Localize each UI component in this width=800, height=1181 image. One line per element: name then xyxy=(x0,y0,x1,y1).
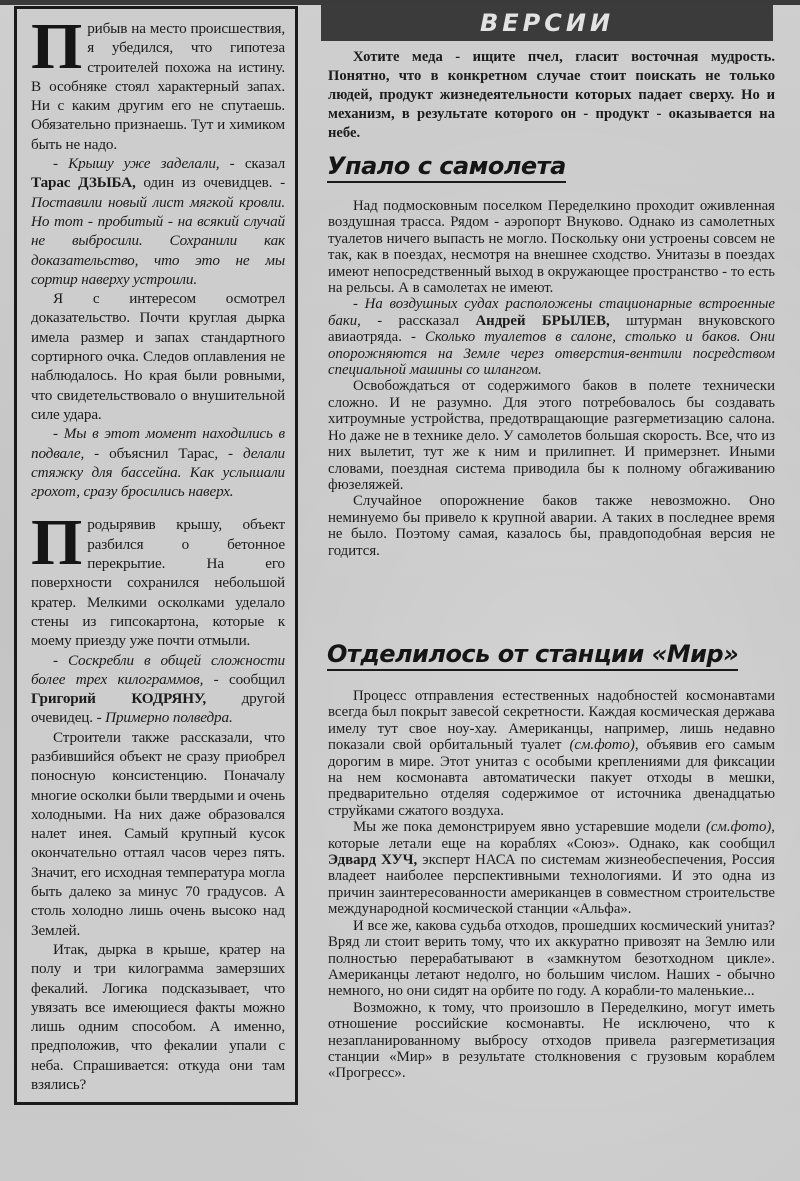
paragraph xyxy=(31,506,285,650)
quote-paragraph xyxy=(328,296,775,378)
paragraph xyxy=(328,688,775,819)
quote-attribution: один из очевидцев. - xyxy=(135,174,285,192)
speaker-name: Тарас ДЗЫБА, xyxy=(31,174,136,192)
paragraph: Освобождаться от содержимого баков в полете технически сложно. И не разумно. Для этого потребовалось бы создавать хитроумные устройства, предотвращающие разгерметизацию салона. Но даже не в технике дело. У самолетов большая скорость. Все, что из них вылетит, тут же к ним и прилипнет. И примерзнет. Иными словами, поездная система приводила бы к полному обгаживанию фюзеляжей. xyxy=(328,378,775,493)
quote-italic: Поставили новый лист мягкой кровли. Но тот - пробитый - на всякий случай не выбросили. Сохранили как доказательство, что это не мы сортир наверху устроили. xyxy=(31,193,285,288)
quote-attribution: - сообщил xyxy=(203,670,285,688)
lead-text: Хотите меда - ищите пчел, гласит восточная мудрость. Понятно, что в конкретном случае стоит поискать не только людей, продукт жизнедеятельности которых падает сверху. Но и механизм, в результате которого он - продукт - оказывается на небе. xyxy=(328,49,775,141)
speaker-name: Эдвард ХУЧ, xyxy=(328,852,418,869)
paragraph: Случайное опорожнение баков также невозможно. Оно неминуемо бы привело к крупной аварии. А таких в последнее время не было. Поэтому самая, казалось бы, правдоподобная версия не годится. xyxy=(328,493,775,559)
paragraph: Я с интересом осмотрел доказательство. Почти круглая дырка имела размер и запах стандартного сортирного очка. Следов оплавления не наблюдалось. Но края были ровными, что свидетельствовало о внушительной силе удара. xyxy=(31,290,285,423)
dropcap: П xyxy=(31,506,83,580)
section-plane-body xyxy=(328,198,775,559)
section-mir-body xyxy=(328,688,775,1082)
quote-attribution: - рассказал xyxy=(360,312,476,329)
paragraph-text: рибыв на место происшествия, я убедился, что гипотеза строителей похожа на истину. В особняке стоял характерный запах. Ни с каким другим его не спутаешь. Обязательно признаешь. Тут и химиком быть не надо. xyxy=(31,20,285,153)
paragraph xyxy=(328,819,775,917)
right-column xyxy=(321,0,789,1181)
quote-italic: - Крышу уже заделали, xyxy=(53,155,220,173)
quote-italic: Примерно полведра. xyxy=(105,709,233,727)
paragraph: И все же, какова судьба отходов, прошедших космический унитаз? Вряд ли стоит верить тому, что их аккуратно привозят на Землю или полностью перерабатывают в «замкнутом безотходном цикле». Американцы летают недолго, но большим числом. Наших - обычно немного, но они сидят на орбите по году. А корабли-то маленькие... xyxy=(328,917,775,1000)
speaker-name: Григорий КОДРЯНУ, xyxy=(31,690,207,708)
quote-paragraph xyxy=(31,154,285,289)
paragraph-text: эксперт НАСА по системам жизнеобеспечения, Россия владеет наиболее перспективными технологиями. И это одна из причин заинтересованности американцев в совместном строительстве международной космической станции «Альфа». xyxy=(328,852,775,918)
paragraph: Возможно, к тому, что произошло в Переделкино, могут иметь отношение российские космонавты. Не исключено, что к незапланированному выбросу отходов привела разгерметизация станции «Мир» в результате столкновения с грузовым кораблем «Прогресс». xyxy=(328,999,775,1082)
section-heading-plane: Упало с самолета xyxy=(327,152,566,183)
section-heading-mir: Отделилось от станции «Мир» xyxy=(327,640,738,671)
quote-italic: Сколько туалетов в салоне, столько и баков. Они опорожняются на Земле через отверстия-вентили посредством специальной машины со шлангом. xyxy=(328,329,775,379)
paragraph: Итак, дырка в крыше, кратер на полу и три килограмма замерзших фекалий. Логика подсказывает, что увязать все имеющиеся факты можно лишь одним способом. А именно, предположив, что фекалии упали с неба. Спрашивается: откуда они там взялись? xyxy=(31,940,285,1094)
paragraph-text: , объявив его самым дорогим в мире. Этот унитаз с особыми креплениями для фиксации на нем космонавта автоматически пакует отходы в мешки, предварительно отделяя содержимое от источника двенадцатью струйками сжатого воздуха. xyxy=(328,737,775,819)
banner-title: ВЕРСИИ xyxy=(479,8,615,37)
paragraph-text: родырявив крышу, объект разбился о бетонное перекрытие. На его поверхности сохранился небольшой кратер. Мелкими осколками уделало стены из гипсокартона, которые к моему приезду уже почти отмыли. xyxy=(31,516,285,650)
paragraph-text: Мы же пока демонстрируем явно устаревшие модели xyxy=(353,819,706,836)
section-banner xyxy=(321,4,773,41)
quote-italic: делали стяжку для бассейна. Как услышали грохот, сразу бросились наверх. xyxy=(31,444,285,501)
photo-reference: (см.фото) xyxy=(569,737,635,754)
paragraph-text: , которые летали еще на кораблях «Союз». Однако, как сообщил xyxy=(328,819,775,852)
left-boxed-column xyxy=(14,6,298,1105)
paragraph xyxy=(31,10,285,154)
paragraph: Строители также рассказали, что разбившийся объект не сразу приобрел поносную консистенцию. Поначалу многие осколки были твердыми и очень холодными. На них даже образовался налет инея. Самый крупный кусок окончательно оттаял часов через пять. Значит, его исходная температура могла быть далеко за минус 70 градусов. А столь холодно лишь очень высоко над Землей. xyxy=(31,728,285,939)
paragraph-text: Процесс отправления естественных надобностей космонавтами всегда был покрыт завесой секретности. Каждая космическая держава имелу тут свое ноу-хау. Американцы, например, лишь недавно показали свой орбитальный туалет xyxy=(328,688,775,754)
quote-italic: - На воздушных судах расположены стационарные встроенные баки, xyxy=(328,296,775,329)
photo-reference: (см.фото) xyxy=(705,819,772,836)
lead-paragraph xyxy=(328,48,775,143)
dropcap: П xyxy=(31,10,83,83)
quote-paragraph xyxy=(31,651,285,728)
speaker-name: Андрей БРЫЛЕВ, xyxy=(475,312,610,329)
quote-italic: - Соскребли в общей сложности более трех килограммов, xyxy=(31,651,285,688)
left-block-2 xyxy=(31,506,285,1094)
quote-attribution: другой очевидец. - xyxy=(31,690,285,727)
paragraph: Над подмосковным поселком Переделкино проходит оживленная воздушная трасса. Рядом - аэропорт Внуково. Однако из самолетных туалетов ничего выпасть не могло. Поскольку они устроены совсем не так, как в поездах, несмотря на внешнее сходство. Унитазы в поездах имеют непосредственный выход в окружающее пространство - то есть на рельсы. А в самолетах не имеют. xyxy=(328,198,775,297)
quote-attribution: - объяснил Тарас, - xyxy=(84,444,244,462)
quote-paragraph xyxy=(31,424,285,501)
left-block-1 xyxy=(31,10,285,501)
quote-attribution: - сказал xyxy=(219,155,285,173)
quote-italic: - Мы в этот момент находились в подвале, xyxy=(31,425,285,462)
quote-attribution: штурман внуковского авиаотряда. - xyxy=(328,312,775,346)
